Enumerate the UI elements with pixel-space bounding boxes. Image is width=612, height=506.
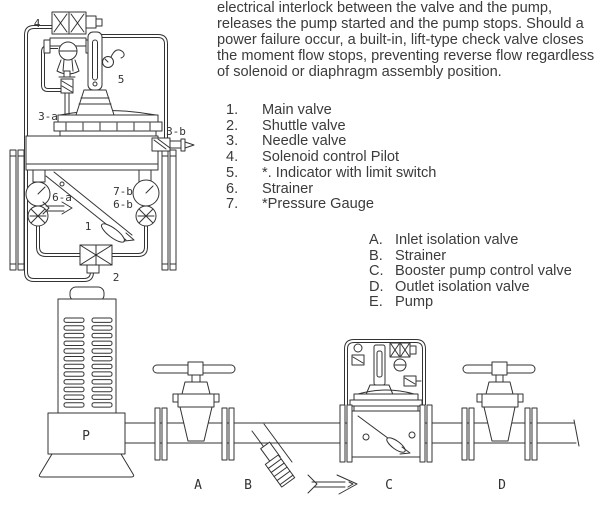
description-line: electrical interlock between the valve and the pump, [217,0,553,16]
label-solenoid: 4 [33,17,41,30]
strainer-b [136,206,156,226]
parts-list-item [226,134,436,150]
item-number: 4. [226,149,239,166]
description-line: power failure occur, a built-in, lift-type check valve closes [217,31,584,48]
pump [39,287,133,477]
parts-list-item [226,119,436,135]
item-label: Strainer [262,180,314,197]
item-letter: D. [369,278,384,295]
parts-list-item [226,166,436,182]
item-number: 5. [226,164,239,181]
label-needle-a: 3-a [38,110,58,123]
label-outlet-valve: D [498,478,506,493]
item-number: 2. [226,117,239,134]
label-inlet-valve: A [194,478,202,493]
booster-control-valve [340,341,432,462]
label-pump: P [82,429,90,444]
item-label: Pump [395,294,434,310]
description-line: releases the pump started and the pump stops. Should a [217,15,584,32]
item-number: 1. [226,102,239,118]
item-label: Needle valve [262,133,347,150]
item-number: 3. [226,133,239,150]
item-label: Strainer [395,247,447,264]
item-label: Shuttle valve [262,117,346,134]
description-line: of solenoid or diaphragm assembly position. [217,63,502,80]
label-strainer-b: 6-b [113,198,133,211]
inlet-flange [10,150,24,270]
installation-schematic [0,285,612,506]
label-strainer-a: 6-a [52,191,72,204]
legend-list-item [369,233,572,249]
description-line: the moment flow stops, preventing reverse flow regardless [217,47,595,64]
item-letter: A. [369,232,383,248]
strainer-a [28,206,48,226]
mini-pilot [352,343,421,397]
label-gauge-b: 7-b [113,185,133,198]
flow-arrow [308,475,357,494]
item-label: *. Indicator with limit switch [262,164,437,181]
item-letter: C. [369,263,384,279]
item-label: Main valve [262,102,332,118]
pressure-gauge-b [133,180,159,206]
y-strainer [252,424,295,487]
needle-valve-3b [152,138,194,151]
label-indicator: 5 [117,73,125,86]
item-label: Solenoid control Pilot [262,149,400,166]
item-letter: B. [369,247,383,264]
parts-list [226,103,436,213]
needle-valve-3a [59,71,75,114]
label-control-valve: C [385,478,393,493]
parts-list-item [226,197,436,213]
label-shuttle: 2 [112,271,120,284]
parts-list-item [226,150,436,166]
item-label: Outlet isolation valve [395,278,530,295]
item-number: 6. [226,180,239,197]
label-strainer: B [244,478,252,493]
inlet-isolation-valve [153,362,235,460]
item-label: *Pressure Gauge [262,196,374,213]
pressure-gauge-a [26,182,50,206]
main-valve-detail-diagram [0,0,217,292]
item-letter: E. [369,294,383,310]
label-needle-b: 3-b [166,125,186,138]
item-number: 7. [226,196,239,213]
label-main-valve: 1 [84,220,92,233]
legend-list-item [369,249,572,265]
outlet-isolation-valve [462,362,537,460]
shuttle-valve [80,245,112,273]
legend-list-item [369,264,572,280]
outlet-flange [162,150,176,270]
description-paragraph [217,1,611,81]
parts-list-item [226,103,436,119]
parts-list-item [226,182,436,198]
limit-switch-wire [111,50,124,58]
item-label: Booster pump control valve [395,263,572,279]
item-label: Inlet isolation valve [395,232,519,248]
